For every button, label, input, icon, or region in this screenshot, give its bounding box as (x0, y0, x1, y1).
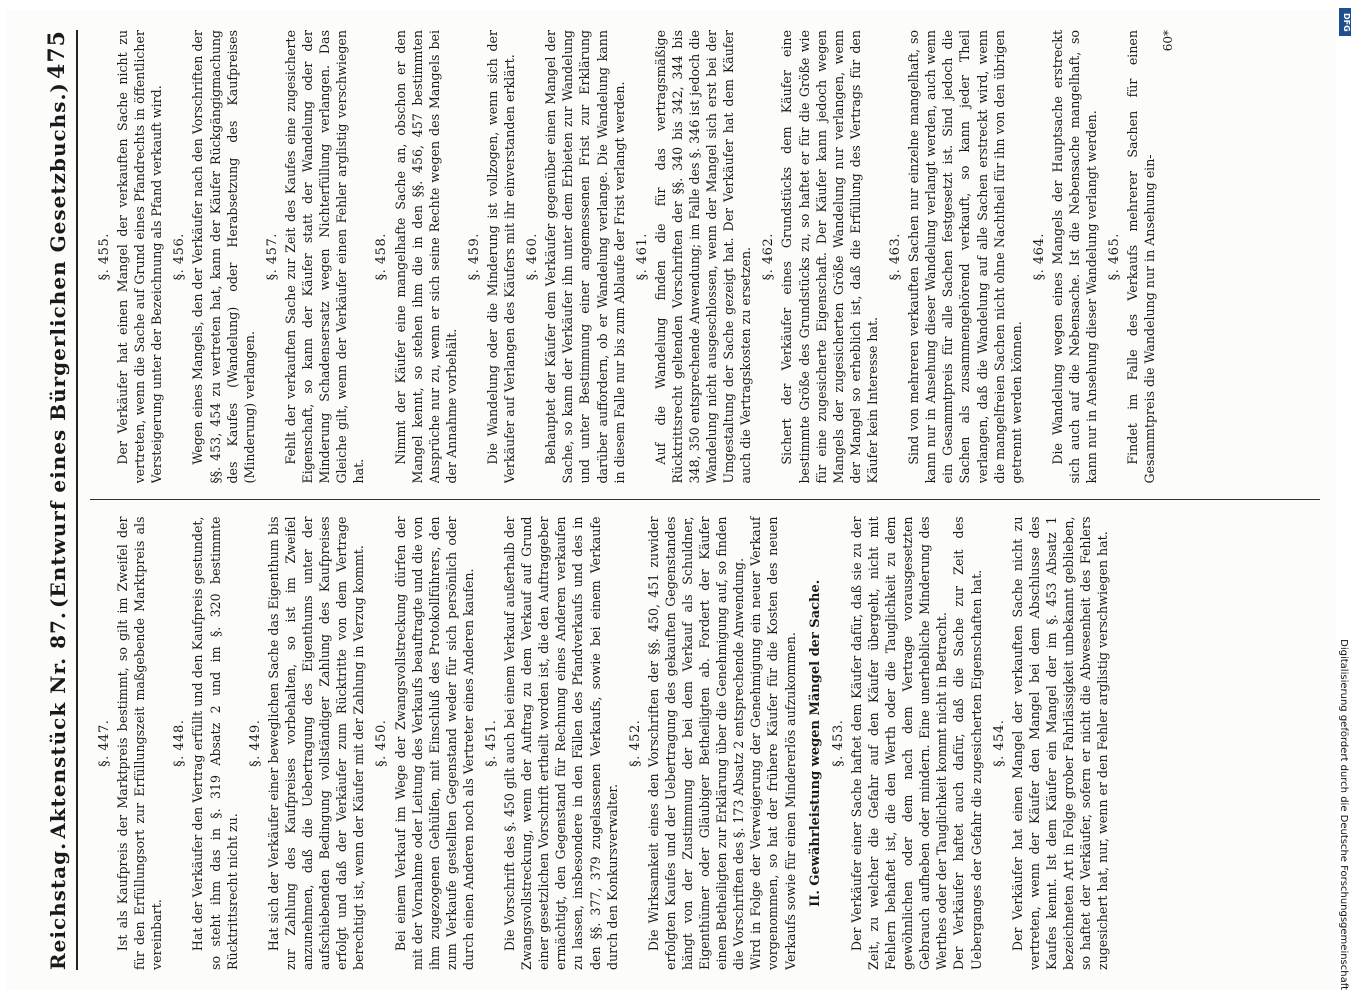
rotated-document-page (6, 10, 1336, 990)
section-number: §. 458. (374, 233, 390, 281)
left-section (96, 517, 165, 971)
section-text: Hat sich der Verkäufer einer beweglichen Sache das Eigenthum bis zur Zahlung des Kaufpreises vorbehalten, so ist im Zweifel anzunehmen, daß die Uebertragung des Eigenthums unter der aufschiebenden Bedingung vollständiger Zahlung des Kaufpreises erfolgt und daß der Verkäufer zum Rücktritte von dem Vertrage berechtigt ist, wenn der Käufer mit der Zahlung in Verzug kommt. (265, 516, 367, 970)
section-text: Findet im Falle des Verkaufs mehrerer Sachen für einen Gesammtpreis die Wandelung nur in Ansehung ein- (1125, 30, 1158, 484)
right-section (887, 30, 1025, 484)
right-section (466, 30, 518, 484)
footer-mark: 60* (1161, 30, 1176, 52)
header-right-title: (Entwurf eines Bürgerlichen Gesetzbuchs.) (46, 82, 70, 608)
header-center: Aktenstück Nr. 87. (46, 611, 70, 839)
section-number: §. 452. (627, 719, 643, 767)
section-number: §. 449. (247, 719, 263, 767)
section-number: §. 448. (172, 719, 188, 767)
section-text: Hat der Verkäufer den Vertrag erfüllt und den Kaufpreis gestundet, so steht ihm das in §. 319 Absatz 2 und im §. 320 bestimmte Rücktrittsrecht nicht zu. (190, 516, 240, 970)
header-left: Reichstag. (46, 841, 70, 970)
left-section (171, 517, 240, 971)
section-text: Ist als Kaufpreis der Marktpreis bestimmt, so gilt im Zweifel der für den Erfüllungsort zur Erfüllungszeit maßgebende Marktpreis als vereinbart. (115, 516, 165, 970)
section-text: Behauptet der Käufer dem Verkäufer gegenüber einen Mangel der Sache, so kann der Verkäufer ihn unter dem Erbieten zur Wandelung und unter Bestimmung einer angemessenen Frist zur Erklärung darüber auffordern, ob er Wandelung verlange. Die Wandelung kann in diesem Falle nur bis zum Ablaufe der Frist verlangt werden. (543, 30, 627, 484)
section-text: Die Wirksamkeit eines den Vorschriften der §§. 450, 451 zuwider erfolgten Kaufes und der Uebertragung des gekauften Gegenstandes hängt von der Zustimmung der bei dem Verkauf als Schuldner, Eigenthümer oder Gläubiger Betheiligten ab. Fordert der Käufer einen Betheiligten zur Erklärung über die Genehmigung auf, so finden die Vorschriften des §. 173 Absatz 2 entsprechende Anwendung. Wird in Folge der Verweigerung der Genehmigung ein neuer Verkauf vorgenommen, so hat der frühere Käufer für die Kosten des neuen Verkaufs sowie für einen Mindererlös aufzukommen. (645, 516, 798, 970)
left-section (483, 517, 621, 971)
right-section (760, 30, 881, 484)
section-number: §. 461. (634, 233, 650, 281)
section-text: Sichert der Verkäufer eines Grundstücks dem Käufer eine bestimmte Größe des Grundstücks zu, so haftet er für die Größe wie für eine zugesicherte Eigenschaft. Der Käufer kann jedoch wegen Mangels der zugesicherten Größe Wandelung nur verlangen, wenn der Mangel so erheblich ist, daß die Erfüllung des Vertrags für den Käufer kein Interesse hat. (779, 30, 880, 484)
section-number: §. 455. (97, 233, 112, 281)
section-number: §. 453. (830, 719, 846, 767)
section-text: Der Verkäufer hat einen Mangel der verkauften Sache nicht zu vertreten, wenn der Käufer den Mangel bei dem Abschlusse des Kaufes kennt. Ist dem Käufer ein Mangel der im §. 453 Absatz 1 bezeichneten Art in Folge grober Fahrlässigkeit unbekannt geblieben, so haftet der Verkäufer, sofern er nicht die Abwesenheit des Fehlers zugesichert hat, nur, wenn er den Fehler arglistig verschwiegen hat. (1009, 516, 1111, 970)
left-section (991, 517, 1112, 971)
section-number: §. 464. (1031, 233, 1047, 281)
section-text: Auf die Wandelung finden die für das vertragsmäßige Rücktrittsrecht geltenden Vorschriften der §§. 340 bis 342, 344 bis 348, 350 entsprechende Anwendung; im Falle des §. 346 ist jedoch die Wandelung nicht ausgeschlossen, wenn der Mangel sich erst bei der Umgestaltung der Sache gezeigt hat. Der Verkäufer hat dem Käufer auch die Vertragskosten zu ersetzen. (652, 30, 754, 484)
section-number: §. 463. (888, 233, 904, 281)
dfg-logo-text: DFG (1342, 12, 1351, 32)
section-text: Sind von mehreren verkauften Sachen nur einzelne mangelhaft, so kann nur in Ansehung dieser Wandelung verlangt werden, auch wenn ein Gesammtpreis für alle Sachen festgesetzt ist. Sind jedoch die Sachen als zusammengehörend verkauft, so kann jeder Theil verlangen, daß die Wandelung auf alle Sachen erstreckt wird, wenn die mangelfreien Sachen nicht ohne Nachtheil für ihn von den übrigen getrennt werden können. (906, 30, 1024, 484)
page-number: 475 (44, 30, 70, 79)
right-section (171, 30, 257, 484)
section-number: §. 451. (483, 719, 499, 767)
section-number: §. 447. (97, 719, 112, 767)
section-number: §. 457. (264, 233, 280, 281)
section-text: Die Wandelung oder die Minderung ist vollzogen, wenn sich der Verkäufer auf Verlangen des Käufers mit ihr einverstanden erklärt. (484, 30, 518, 484)
section-heading: II. Gewährleistung wegen Mängel der Sache. (807, 579, 823, 907)
right-section (1106, 30, 1158, 484)
right-column (90, 30, 1320, 484)
section-text: Der Verkäufer einer Sache haftet dem Käufer dafür, daß sie zu der Zeit, zu welcher die Gefahr auf den Käufer übergeht, nicht mit Fehlern behaftet ist, die den Werth oder die Tauglichkeit zu dem gewöhnlichen oder dem nach dem Vertrage vorausgesetzten Gebrauch aufheben oder mindern. Eine unerhebliche Minderung des Werthes oder der Tauglichkeit kommt nicht in Betracht. Der Verkäufer haftet auch dafür, daß die Sache zur Zeit des Ueberganges der Gefahr die zugesicherten Eigenschaften hat. (848, 516, 984, 970)
column-divider (90, 500, 1320, 501)
section-number: §. 465. (1107, 233, 1123, 281)
section-text: Die Wandelung wegen eines Mangels der Hauptsache erstreckt sich auch auf die Nebensache. Ist die Nebensache mangelhaft, so kann nur in Ansehung dieser Wandelung verlangt werden. (1049, 30, 1100, 484)
page-header (30, 30, 70, 970)
section-text: Der Verkäufer hat einen Mangel der verkauften Sache nicht zu vertreten, wenn die Sache auf Grund eines Pfandrechts in öffentlicher Versteigerung unter der Bezeichnung als Pfand verkauft wird. (115, 30, 165, 484)
right-section (634, 30, 755, 484)
left-column (90, 517, 1320, 971)
section-number: §. 462. (761, 233, 777, 281)
section-text: Fehlt der verkauften Sache zur Zeit des Kaufes eine zugesicherte Eigenschaft, so kann der Käufer statt der Wandelung oder der Minderung Schadensersatz wegen Nichterfüllung verlangen. Das Gleiche gilt, wenn der Verkäufer einen Fehler arglistig verschwiegen hat. (282, 30, 367, 484)
digitization-note (1336, 10, 1350, 990)
left-section (627, 517, 799, 971)
section-number: §. 460. (525, 233, 541, 281)
right-section (1031, 30, 1100, 484)
text-columns (90, 30, 1320, 970)
left-section (373, 517, 477, 971)
digitization-note-text: Digitalisierung gefördert durch die Deutsche Forschungsgemeinschaft (1338, 639, 1349, 990)
section-number: §. 450. (374, 719, 390, 767)
right-section (264, 30, 368, 484)
section-text: Die Vorschrift des §. 450 gilt auch bei einem Verkauf außerhalb der Zwangsvollstreckung, wenn der Auftrag zu dem Verkauf auf Grund einer gesetzlichen Vorschrift ertheilt worden ist, die den Auftraggeber ermächtigt, den Gegenstand für Rechnung eines Anderen verkaufen zu lassen, insbesondere in den Fällen des Pfandverkaufs und des in den §§. 377, 379 zugelassenen Verkaufs, sowie bei einem Verkaufe durch den Konkursverwalter. (502, 516, 620, 970)
section-number: §. 459. (466, 233, 482, 281)
right-section (96, 30, 165, 484)
section-text: Wegen eines Mangels, den der Verkäufer nach den Vorschriften der §§. 453, 454 zu vertreten hat, kann der Käufer Rückgängigmachung des Kaufes (Wandelung) oder Herabsetzung des Kaufpreises (Minderung) verlangen. (190, 30, 257, 484)
header-rule (76, 30, 78, 970)
right-section (373, 30, 459, 484)
right-section (524, 30, 628, 484)
section-text: Bei einem Verkauf im Wege der Zwangsvollstreckung dürfen der mit der Vornahme oder Leitung des Verkaufs beauftragte und die von ihm zugezogenen Gehülfen, mit Einschluß des Protokollführers, den zum Verkaufe gestellten Gegenstand weder für sich persönlich oder durch einen Anderen noch als Vertreter eines Anderen kaufen. (392, 516, 476, 970)
section-text: Nimmt der Käufer eine mangelhafte Sache an, obschon er den Mangel kennt, so stehen ihm die in den §§. 456, 457 bestimmten Ansprüche nur zu, wenn er sich seine Rechte wegen des Mangels bei der Annahme vorbehält. (392, 30, 459, 484)
left-section (830, 517, 985, 971)
section-number: §. 454. (991, 719, 1007, 767)
section-number: §. 456. (172, 233, 188, 281)
left-section (247, 517, 368, 971)
